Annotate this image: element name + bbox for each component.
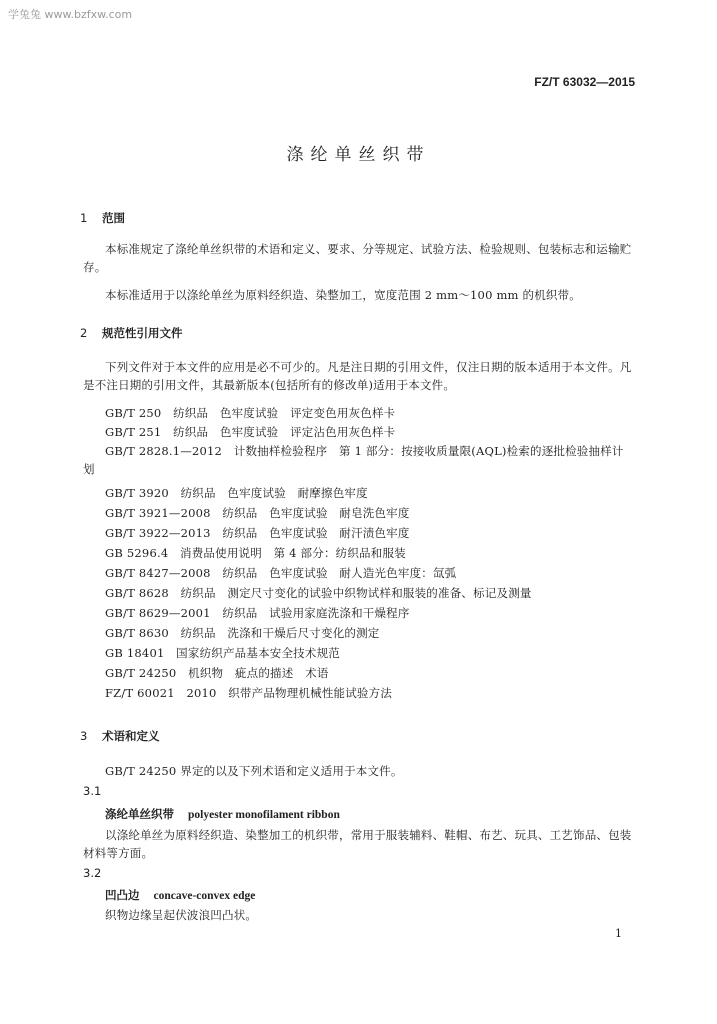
reference-item: GB/T 24250 机织物 疵点的描述 术语 <box>105 666 329 680</box>
section-2-heading <box>80 325 183 341</box>
standard-code: FZ/T 63032—2015 <box>534 75 635 89</box>
scope-paragraph-1: 本标准规定了涤纶单丝织带的术语和定义、要求、分等规定、试验方法、检验规则、包装标志和运输贮存。 <box>83 242 632 274</box>
references-intro: 下列文件对于本文件的应用是必不可少的。凡是注日期的引用文件，仅注日期的版本适用于本文件。凡是不注日期的引用文件，其最新版本(包括所有的修改单)适用于本文件。 <box>83 360 632 392</box>
section-title: 术语和定义 <box>102 729 160 743</box>
term-number: 3.1 <box>83 784 102 798</box>
reference-item: GB/T 3920 纺织品 色牢度试验 耐摩擦色牢度 <box>105 486 368 500</box>
scope-paragraph-2: 本标准适用于以涤纶单丝为原料经织造、染整加工，宽度范围 2 mm～100 mm 的机织带。 <box>105 288 582 302</box>
section-title: 范围 <box>102 211 125 225</box>
terms-intro: GB/T 24250 界定的以及下列术语和定义适用于本文件。 <box>105 764 403 778</box>
reference-item: GB 5296.4 消费品使用说明 第 4 部分：纺织品和服装 <box>105 546 406 560</box>
term-heading <box>105 806 340 822</box>
site-watermark: 学兔兔 www.bzfxw.com <box>8 8 133 21</box>
reference-item: GB/T 3922—2013 纺织品 色牢度试验 耐汗渍色牢度 <box>105 526 410 540</box>
page-number: 1 <box>615 927 622 940</box>
section-1-heading <box>80 210 125 226</box>
reference-item: GB/T 250 纺织品 色牢度试验 评定变色用灰色样卡 <box>105 406 396 420</box>
section-number: 2 <box>80 326 88 340</box>
document-title: 涤纶单丝织带 <box>286 145 431 165</box>
section-number: 3 <box>80 729 88 743</box>
section-3-heading <box>80 728 160 744</box>
term-definition: 织物边缘呈起伏波浪凹凸状。 <box>105 908 258 922</box>
reference-item: GB/T 2828.1—2012 计数抽样检验程序 第 1 部分：按接收质量限(AQL)检索的逐批检验抽样计划 <box>83 444 624 476</box>
reference-item: GB/T 8628 纺织品 测定尺寸变化的试验中织物试样和服装的准备、标记及测量 <box>105 586 532 600</box>
term-heading <box>105 887 255 903</box>
term-name-en: concave-convex edge <box>153 890 256 902</box>
term-number: 3.2 <box>83 866 102 880</box>
section-number: 1 <box>80 211 88 225</box>
section-title: 规范性引用文件 <box>102 326 183 340</box>
reference-item: GB/T 3921—2008 纺织品 色牢度试验 耐皂洗色牢度 <box>105 506 410 520</box>
term-name-zh: 涤纶单丝织带 <box>105 807 174 821</box>
reference-item: GB/T 8629—2001 纺织品 试验用家庭洗涤和干燥程序 <box>105 606 410 620</box>
reference-item: GB/T 251 纺织品 色牢度试验 评定沾色用灰色样卡 <box>105 425 396 439</box>
reference-item: GB/T 8630 纺织品 洗涤和干燥后尺寸变化的测定 <box>105 626 380 640</box>
reference-item: FZ/T 60021 2010 织带产品物理机械性能试验方法 <box>105 686 393 700</box>
term-definition: 以涤纶单丝为原料经织造、染整加工的机织带，常用于服装辅料、鞋帽、布艺、玩具、工艺饰品、包装材料等方面。 <box>83 828 632 860</box>
reference-item: GB/T 8427—2008 纺织品 色牢度试验 耐人造光色牢度：氙弧 <box>105 566 457 580</box>
term-name-en: polyester monofilament ribbon <box>188 809 340 821</box>
reference-item: GB 18401 国家纺织产品基本安全技术规范 <box>105 646 340 660</box>
term-name-zh: 凹凸边 <box>105 888 140 902</box>
